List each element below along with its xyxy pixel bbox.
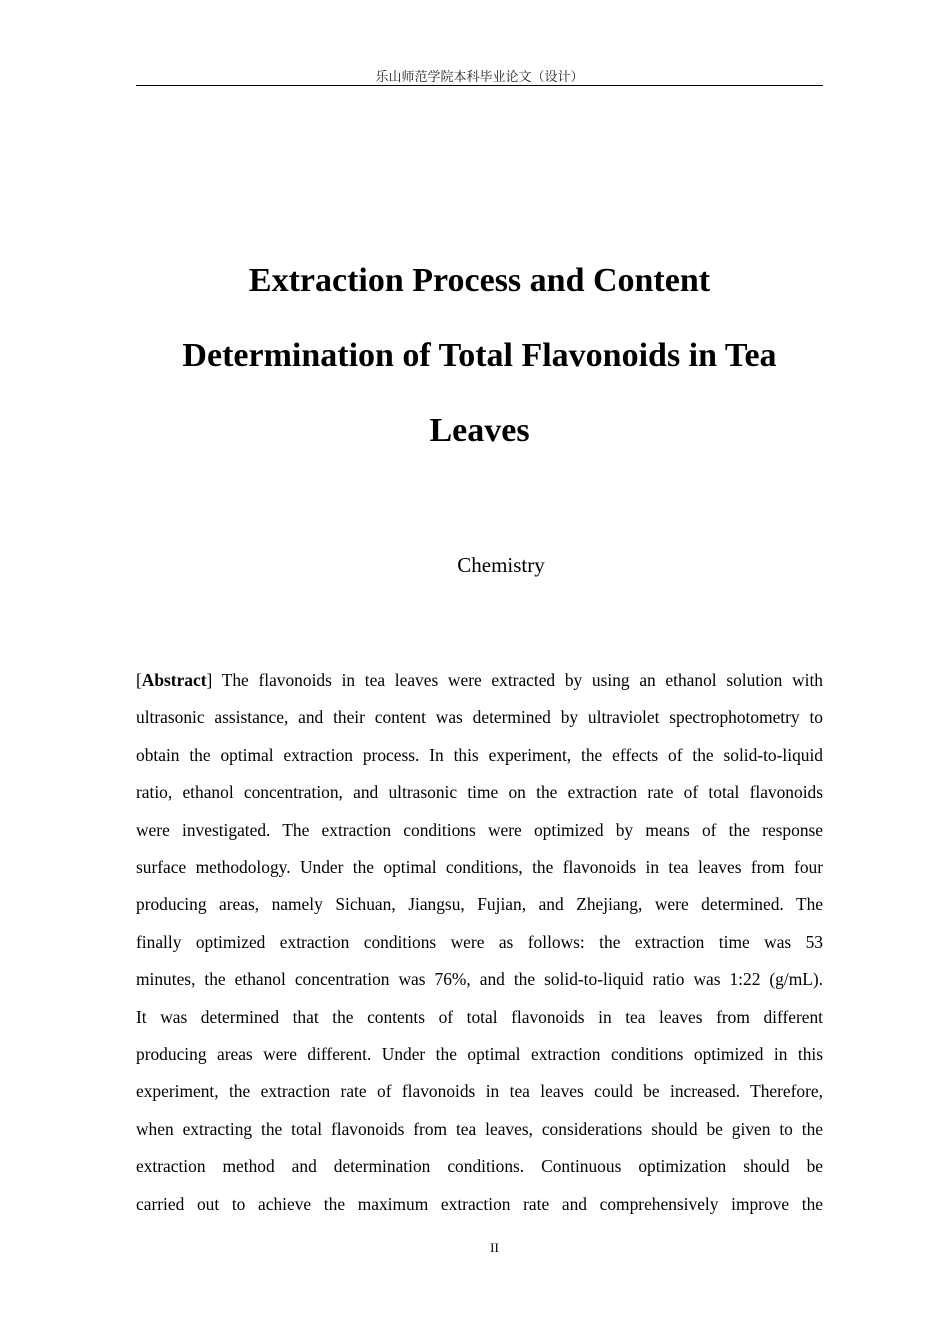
abstract-line: It was determined that the contents of total flavonoids in tea leaves from different [136, 1006, 823, 1027]
abstract-line [136, 662, 823, 699]
abstract-line: finally optimized extraction conditions were as follows: the extraction time was 53 [136, 931, 823, 952]
abstract-bracket-open: [ [136, 670, 142, 690]
title-line: Extraction Process and Content [248, 262, 711, 299]
abstract-line: experiment, the extraction rate of flavonoids in tea leaves could be increased. Therefore, [136, 1081, 823, 1102]
abstract-line: when extracting the total flavonoids from tea leaves, considerations should be given to the [136, 1118, 823, 1139]
header-rule [136, 85, 823, 86]
paper-title [136, 243, 823, 468]
abstract-line: producing areas, namely Sichuan, Jiangsu, Fujian, and Zhejiang, were determined. The [136, 894, 823, 915]
abstract-label: Abstract [141, 670, 207, 690]
abstract-line: carried out to achieve the maximum extraction rate and comprehensively improve the [136, 1193, 823, 1214]
abstract-text: The flavonoids in tea leaves were extracted by using an ethanol solution with [212, 670, 823, 690]
abstract-line: obtain the optimal extraction process. In this experiment, the effects of the solid-to-liquid [136, 744, 823, 765]
abstract-paragraph [136, 662, 823, 1223]
abstract-line: surface methodology. Under the optimal conditions, the flavonoids in tea leaves from four [136, 857, 823, 878]
abstract-line: ratio, ethanol concentration, and ultrasonic time on the extraction rate of total flavonoids [136, 782, 823, 803]
abstract-bracket-close: ] [206, 670, 213, 690]
subject-label: Chemistry [457, 553, 545, 577]
abstract-line: were investigated. The extraction conditions were optimized by means of the response [136, 819, 823, 840]
abstract-line: ultrasonic assistance, and their content was determined by ultraviolet spectrophotometry to [136, 707, 823, 728]
title-line: Determination of Total Flavonoids in Tea [182, 337, 777, 374]
title-line: Leaves [429, 412, 530, 449]
page-number: II [490, 1240, 499, 1255]
abstract-line: extraction method and determination conditions. Continuous optimization should be [136, 1156, 823, 1177]
abstract-line: minutes, the ethanol concentration was 76%, and the solid-to-liquid ratio was 1:22 (g/mL). [136, 969, 823, 990]
abstract-line: producing areas were different. Under the optimal extraction conditions optimized in this [136, 1044, 823, 1065]
running-header: 乐山师范学院本科毕业论文（设计） [375, 70, 584, 85]
